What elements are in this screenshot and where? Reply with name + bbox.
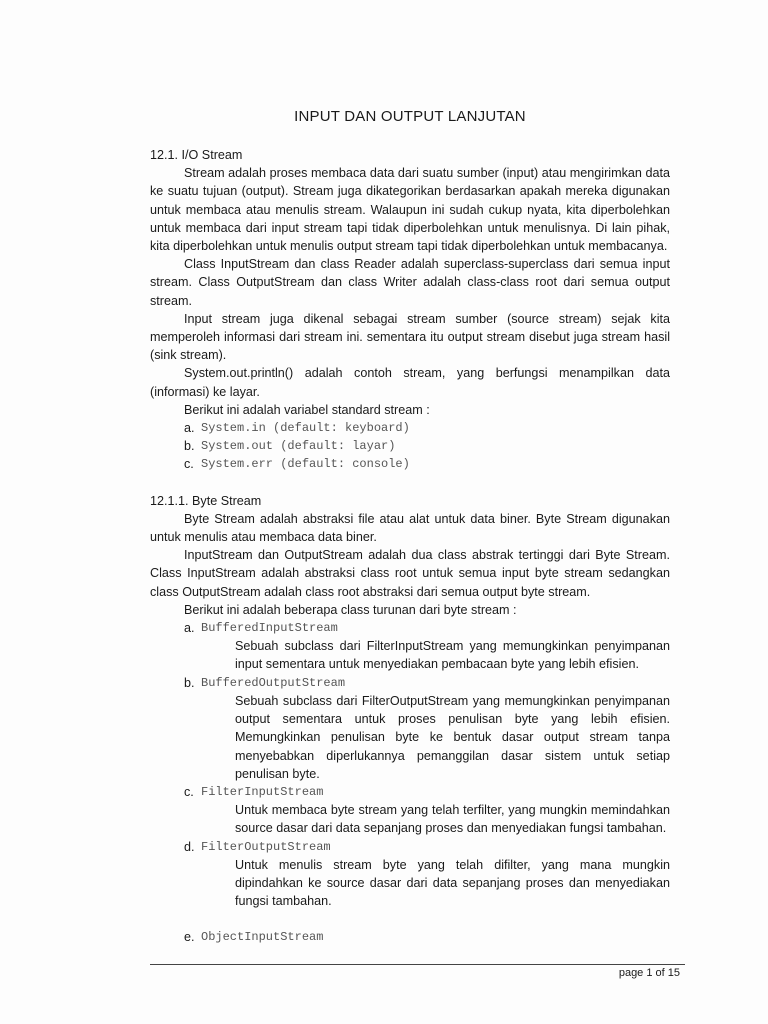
paragraph: Byte Stream adalah abstraksi file atau alat untuk data biner. Byte Stream digunakan untuk menulis atau membaca data biner. — [150, 511, 670, 545]
class-name: FilterOutputStream — [201, 839, 331, 854]
list-letter: d. — [184, 839, 195, 854]
footer-divider — [150, 964, 685, 965]
class-name: FilterInputStream — [201, 784, 324, 799]
paragraph: InputStream dan OutputStream adalah dua class abstrak tertinggi dari Byte Stream. Class InputStream adalah abstraksi class root untuk semua input byte stream sedangkan class OutputStream adalah class root abstraksi dari semua output byte stream. — [150, 548, 670, 599]
document-body — [150, 146, 670, 947]
list-letter: a. — [184, 621, 195, 636]
code-text: System.out (default: layar) — [201, 439, 396, 454]
paragraph: Input stream juga dikenal sebagai stream sumber (source stream) sejak kita memperoleh informasi dari stream ini. sementara itu output stream disebut juga stream hasil (sink stream). — [150, 311, 670, 363]
code-text: System.err (default: console) — [201, 457, 410, 472]
paragraph: Berikut ini adalah beberapa class turunan dari byte stream : — [184, 602, 517, 617]
list-item — [184, 783, 670, 801]
page-title: INPUT DAN OUTPUT LANJUTAN — [294, 108, 526, 125]
paragraph: Stream adalah proses membaca data dari suatu sumber (input) atau mengirimkan data ke suatu tujuan (output). Stream juga dikategorikan berdasarkan apakah mereka digunakan untuk membaca atau menulis stream. Walaupun ini sudah cukup nyata, kita diperbolehkan untuk membaca dari input stream tapi tidak diperbolehkan untuk menulisnya. Di lain pihak, kita diperbolehkan untuk menulis output stream tapi tidak diperbolehkan untuk membacanya. — [150, 166, 670, 254]
class-description: Sebuah subclass dari FilterInputStream yang memungkinkan penyimpanan input sementara untuk menyediakan pembacaan byte yang lebih efisien. — [235, 639, 670, 672]
list-item — [184, 838, 670, 856]
list-letter: a. — [184, 421, 195, 436]
code-text: System.in (default: keyboard) — [201, 421, 410, 436]
paragraph: Class InputStream dan class Reader adalah superclass-superclass dari semua input stream. Class OutputStream dan class Writer adalah class-class root dari semua output stream. — [150, 257, 670, 308]
class-description: Untuk membaca byte stream yang telah terfilter, yang mungkin memindahkan source dasar dari data sepanjang proses dan menyediakan fungsi tambahan. — [235, 803, 670, 836]
paragraph: Berikut ini adalah variabel standard stream : — [184, 402, 430, 417]
paragraph: System.out.println() adalah contoh stream, yang berfungsi menampilkan data (informasi) ke layar. — [150, 366, 670, 399]
byte-stream-class-list — [150, 619, 670, 946]
list-item — [184, 619, 670, 637]
class-name: BufferedInputStream — [201, 621, 338, 636]
page-number: page 1 of 15 — [618, 967, 680, 979]
list-letter: b. — [184, 675, 195, 690]
section-heading-io-stream: 12.1. I/O Stream — [150, 148, 243, 162]
class-name: ObjectInputStream — [201, 930, 324, 945]
class-description: Sebuah subclass dari FilterOutputStream yang memungkinkan penyimpanan output sementara untuk proses penulisan byte yang lebih efisien. Memungkinkan penulisan byte ke bentuk dasar output stream tanpa menyebabkan diperlukannya pemanggilan dasar sistem untuk setiap penulisan byte. — [235, 693, 670, 781]
standard-stream-list — [150, 419, 670, 474]
list-letter: c. — [184, 457, 194, 472]
list-item — [184, 419, 670, 437]
list-letter: c. — [184, 784, 194, 799]
class-name: BufferedOutputStream — [201, 675, 346, 690]
section-heading-byte-stream: 12.1.1. Byte Stream — [150, 493, 262, 508]
list-letter: b. — [184, 439, 195, 454]
list-item — [184, 455, 670, 473]
list-letter: e. — [184, 930, 195, 945]
list-item — [184, 674, 670, 692]
list-item — [184, 928, 670, 946]
list-item — [184, 437, 670, 455]
class-description: Untuk menulis stream byte yang telah difilter, yang mana mungkin dipindahkan ke source dasar dari data sepanjang proses dan menyediakan fungsi tambahan. — [235, 857, 670, 909]
